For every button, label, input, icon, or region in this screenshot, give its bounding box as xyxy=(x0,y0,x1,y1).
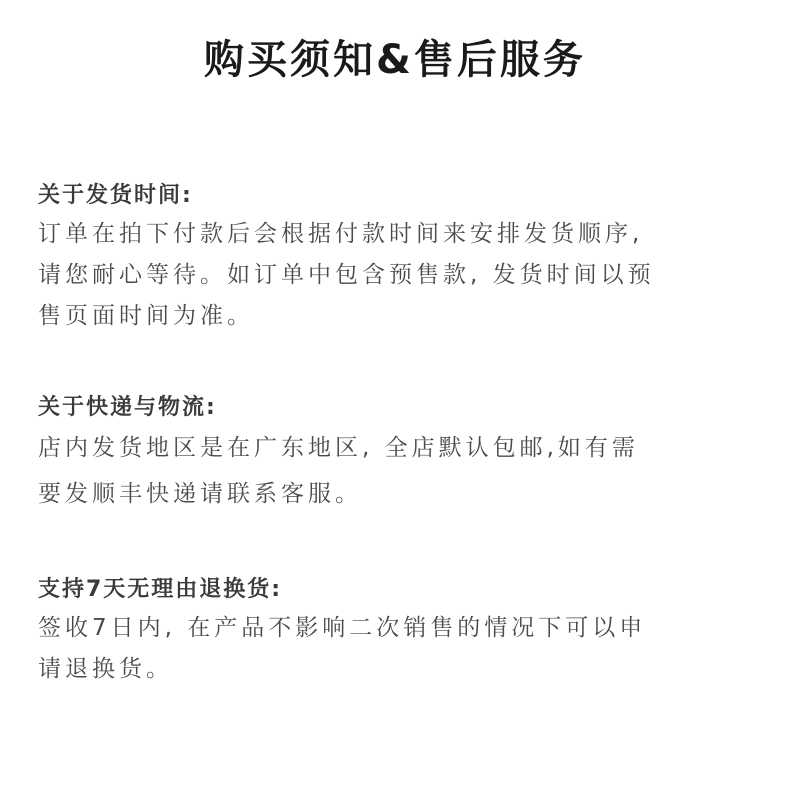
section-text-line: 店内发货地区是在广东地区, 全店默认包邮,如有需 xyxy=(38,435,639,461)
section-text-line: 请您耐心等待。如订单中包含预售款, 发货时间以预 xyxy=(38,262,655,288)
section-heading: 支持7天无理由退换货: xyxy=(38,577,283,602)
section-shipping-time xyxy=(38,180,758,334)
section-text-line: 售页面时间为准。 xyxy=(38,303,254,329)
section-text-line: 签收7日内, 在产品不影响二次销售的情况下可以申 xyxy=(38,615,647,641)
section-heading: 关于快递与物流: xyxy=(38,395,217,420)
page-title: 购买须知&售后服务 xyxy=(204,37,586,83)
section-delivery-logistics xyxy=(38,392,758,512)
section-text-line: 订单在拍下付款后会根据付款时间来安排发货顺序, xyxy=(38,221,644,247)
section-seven-day-returns xyxy=(38,574,758,687)
section-text-line: 请退换货。 xyxy=(38,656,173,682)
section-heading: 关于发货时间: xyxy=(38,183,193,208)
section-text-line: 要发顺丰快递请联系客服。 xyxy=(38,481,362,507)
